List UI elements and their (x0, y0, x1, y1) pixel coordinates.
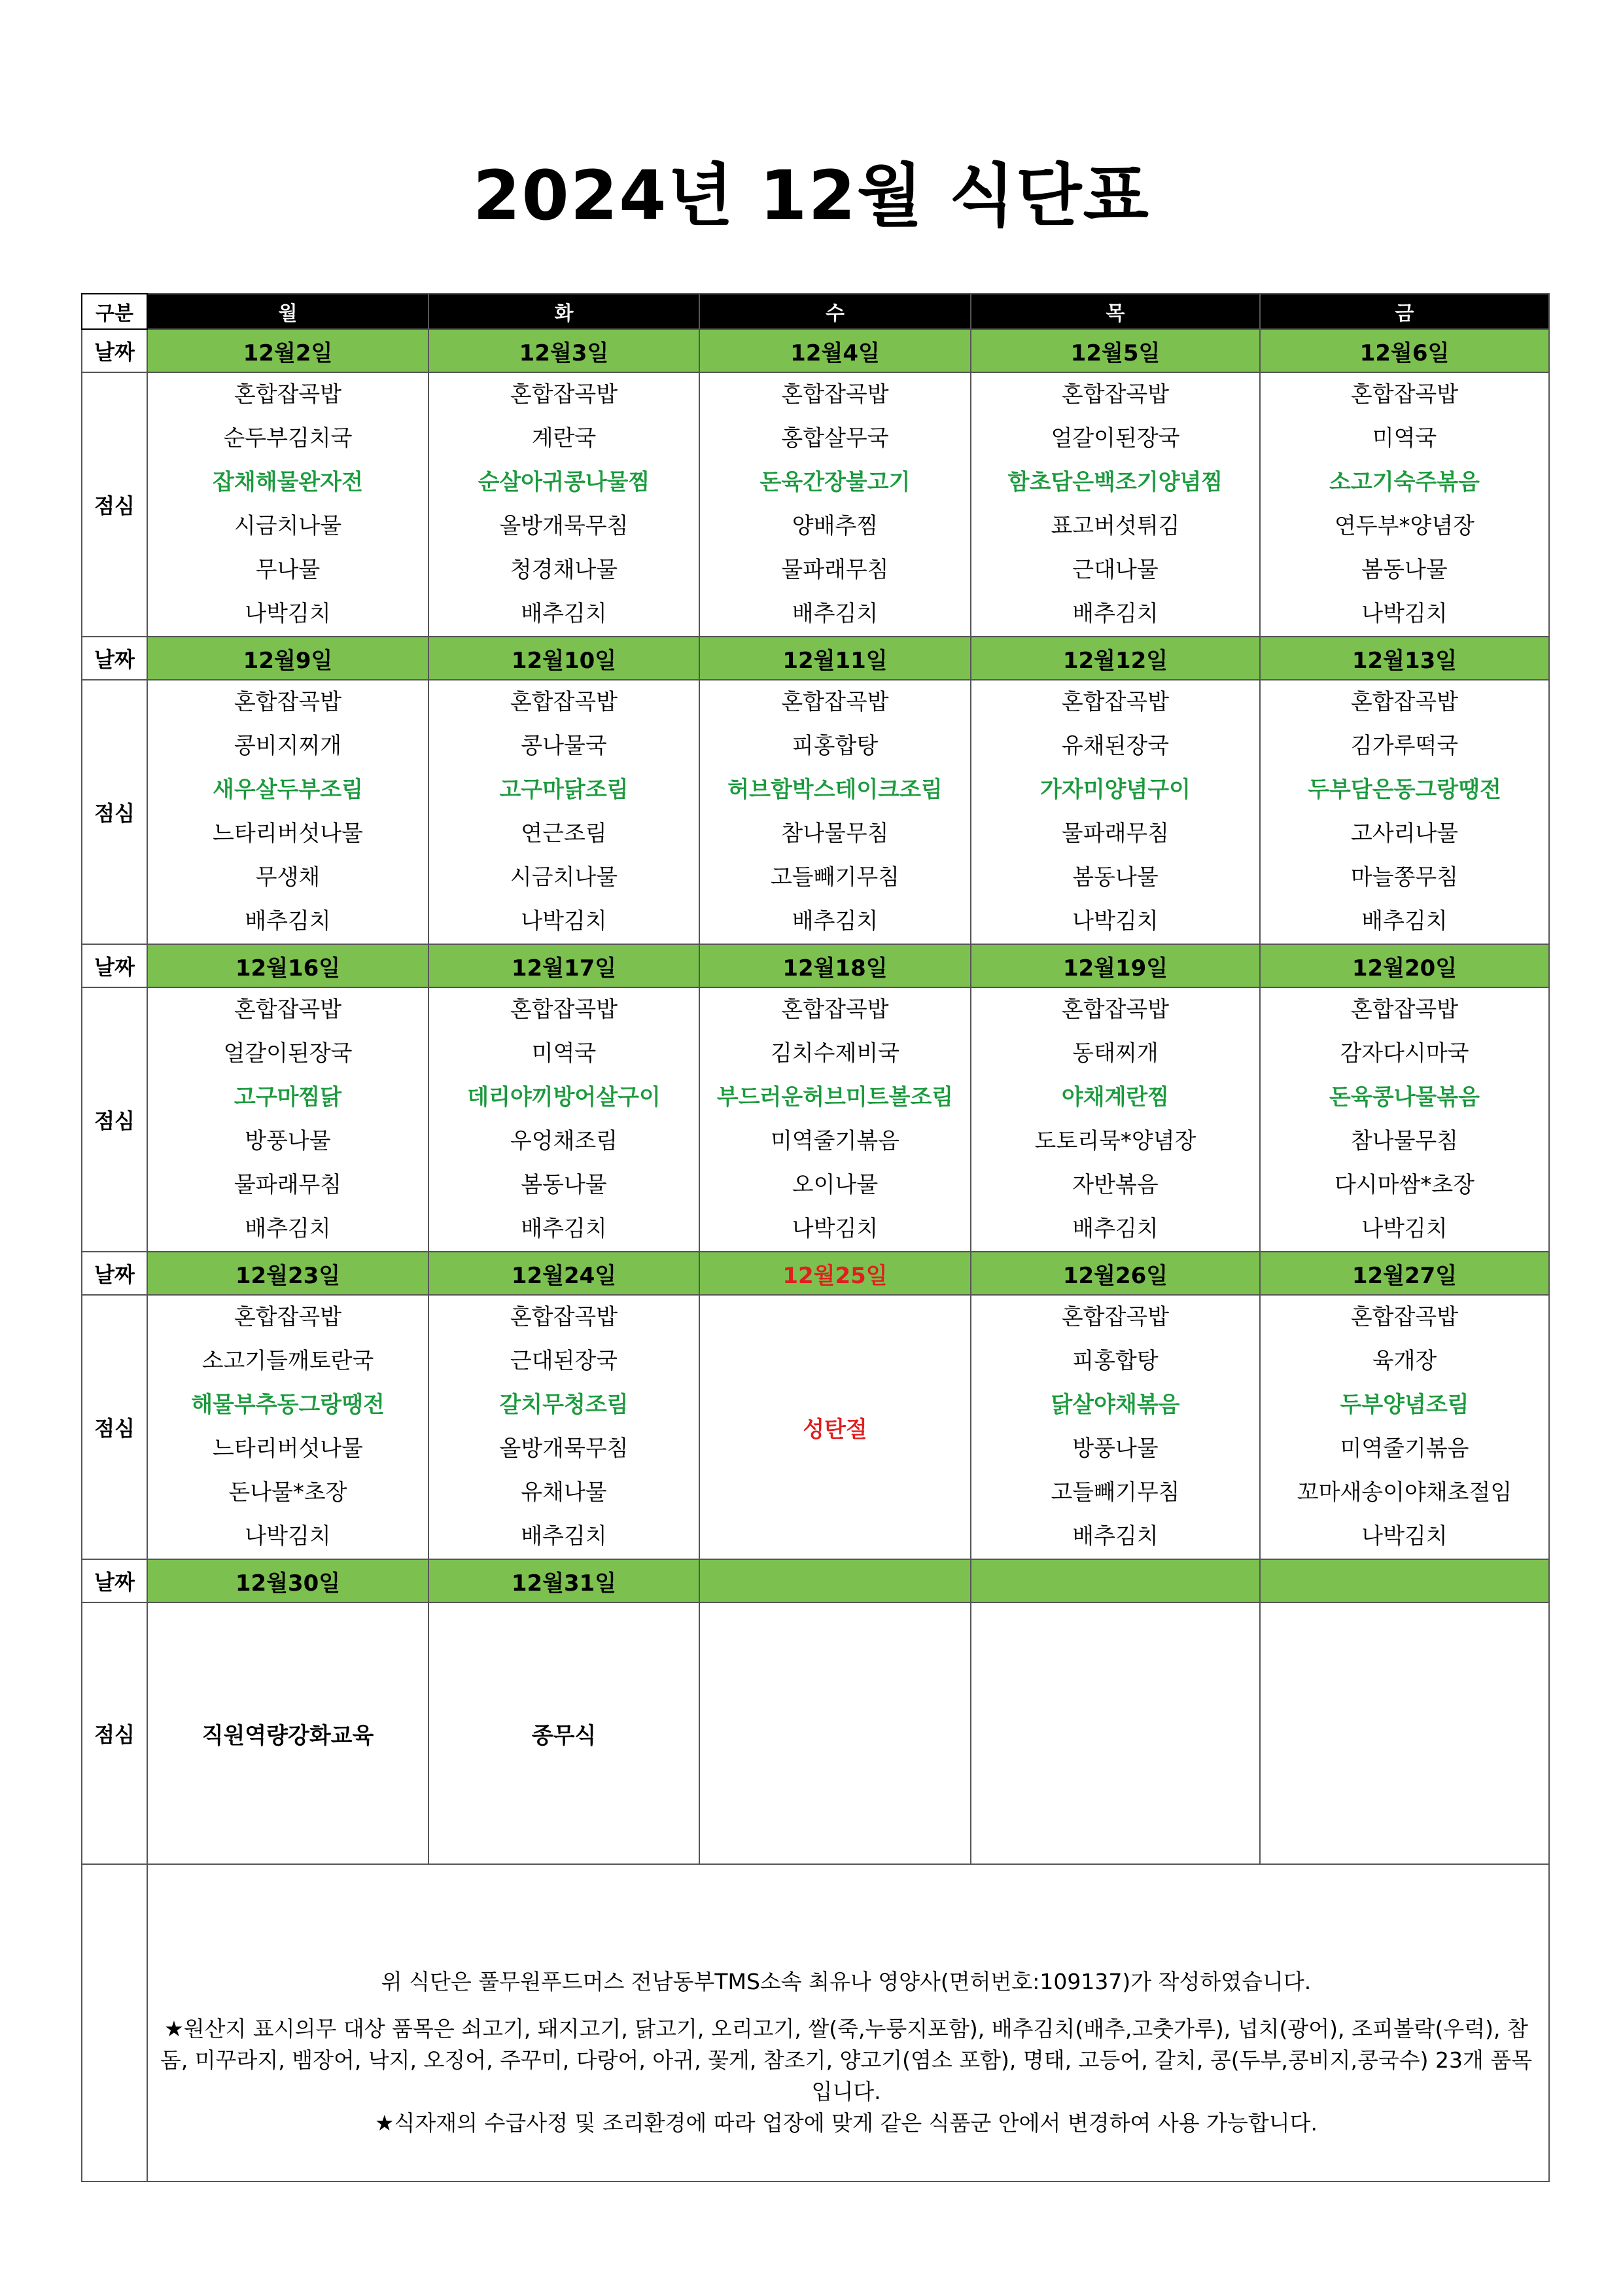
date-row (82, 944, 1549, 987)
dish: 김치수제비국 (770, 1040, 900, 1067)
holiday-name: 성탄절 (803, 1416, 867, 1443)
dish: 마늘쫑무침 (1350, 864, 1459, 891)
lunch-row (82, 1295, 1549, 1559)
dish: 배추김치 (792, 601, 879, 627)
dish: 얼갈이된장국 (1051, 425, 1180, 451)
event-cell (971, 1602, 1260, 1864)
date-cell: 12월9일 (147, 637, 428, 680)
date-cell: 12월2일 (147, 329, 428, 372)
date-label: 날짜 (82, 1252, 147, 1295)
dish: 혼합잡곡밥 (510, 689, 618, 715)
main-dish: 함초담은백조기양념찜 (1007, 469, 1223, 495)
dish: 홍합살무국 (781, 425, 889, 451)
dish: 순두부김치국 (223, 425, 353, 451)
dish: 혼합잡곡밥 (781, 381, 889, 408)
lunch-label: 점심 (82, 372, 147, 637)
dish: 연두부*양념장 (1334, 513, 1475, 539)
main-dish: 두부담은동그랑땡전 (1308, 777, 1501, 803)
day-header: 수 (699, 294, 971, 329)
menu-cell (1260, 1295, 1549, 1559)
dish: 동태찌개 (1072, 1040, 1159, 1067)
main-dish: 잡채해물완자전 (213, 469, 363, 495)
dish: 나박김치 (245, 1523, 331, 1549)
date-row (82, 1252, 1549, 1295)
dish: 배추김치 (1361, 908, 1448, 934)
main-dish: 닭살야채볶음 (1051, 1392, 1180, 1418)
lunch-label: 점심 (82, 1602, 147, 1864)
dish: 방풍나물 (245, 1128, 331, 1154)
date-cell (971, 1559, 1260, 1602)
main-dish: 야채계란찜 (1061, 1084, 1170, 1110)
main-dish: 고구마찜닭 (234, 1084, 342, 1110)
lunch-label: 점심 (82, 680, 147, 944)
dish: 나박김치 (1072, 908, 1159, 934)
dish: 감자다시마국 (1340, 1040, 1469, 1067)
dish: 시금치나물 (234, 513, 342, 539)
dish: 혼합잡곡밥 (781, 997, 889, 1023)
dish: 나박김치 (792, 1216, 879, 1242)
date-cell (699, 1559, 971, 1602)
dish: 돈나물*초장 (228, 1479, 347, 1506)
dish: 혼합잡곡밥 (1350, 381, 1459, 408)
date-cell: 12월3일 (428, 329, 699, 372)
date-cell: 12월17일 (428, 944, 699, 987)
date-cell: 12월31일 (428, 1559, 699, 1602)
menu-cell (971, 1295, 1260, 1559)
dish: 미역국 (531, 1040, 597, 1067)
main-dish: 해물부추동그랑땡전 (191, 1392, 385, 1418)
dish: 혼합잡곡밥 (1350, 1304, 1459, 1330)
date-cell (1260, 1559, 1549, 1602)
date-cell: 12월18일 (699, 944, 971, 987)
menu-cell (428, 372, 699, 637)
dish: 배추김치 (245, 908, 331, 934)
dish: 미역국 (1372, 425, 1437, 451)
date-cell: 12월13일 (1260, 637, 1549, 680)
menu-cell (147, 987, 428, 1252)
day-header: 월 (147, 294, 428, 329)
lunch-row (82, 987, 1549, 1252)
dish: 피홍합탕 (1072, 1348, 1159, 1374)
dish: 나박김치 (1361, 1523, 1448, 1549)
change-note: ★식자재의 수급사정 및 조리환경에 따라 업장에 맞게 같은 식품군 안에서 변경하여 사용 가능합니다. (374, 2110, 1318, 2136)
menu-cell (1260, 987, 1549, 1252)
dish: 얼갈이된장국 (223, 1040, 353, 1067)
dish: 방풍나물 (1072, 1436, 1159, 1462)
date-cell: 12월27일 (1260, 1252, 1549, 1295)
dish: 참나물무침 (1350, 1128, 1459, 1154)
dish: 혼합잡곡밥 (1350, 689, 1459, 715)
date-cell: 12월25일 (699, 1252, 971, 1295)
dish: 피홍합탕 (792, 733, 879, 759)
author-note: 위 식단은 풀무원푸드머스 전남동부TMS소속 최유나 영양사(면허번호:109137)가 작성하였습니다. (381, 1968, 1312, 1994)
dish: 표고버섯튀김 (1051, 513, 1180, 539)
dish: 우엉채조림 (510, 1128, 618, 1154)
date-cell: 12월24일 (428, 1252, 699, 1295)
date-row (82, 1559, 1549, 1602)
lunch-row (82, 372, 1549, 637)
dish: 양배추찜 (792, 513, 879, 539)
dish: 물파래무침 (1061, 821, 1170, 847)
main-dish: 돈육간장불고기 (759, 469, 911, 495)
main-dish: 데리야끼방어살구이 (467, 1084, 661, 1110)
dish: 오이나물 (792, 1172, 879, 1198)
dish: 유채된장국 (1061, 733, 1170, 759)
dish: 참나물무침 (781, 821, 889, 847)
lunch-label: 점심 (82, 987, 147, 1252)
dish: 느타리버섯나물 (213, 821, 363, 847)
dish: 배추김치 (1072, 1216, 1159, 1242)
menu-cell (971, 680, 1260, 944)
dish: 배추김치 (1072, 1523, 1159, 1549)
dish: 배추김치 (521, 1216, 607, 1242)
main-dish: 갈치무청조림 (499, 1392, 629, 1418)
menu-cell (1260, 680, 1549, 944)
menu-cell (147, 372, 428, 637)
main-dish: 가자미양념구이 (1040, 777, 1191, 803)
lunch-label: 점심 (82, 1295, 147, 1559)
lunch-row (82, 1602, 1549, 1864)
main-dish: 허브함박스테이크조림 (727, 777, 943, 803)
dish: 나박김치 (521, 908, 607, 934)
dish: 혼합잡곡밥 (234, 997, 342, 1023)
date-row (82, 637, 1549, 680)
menu-table (81, 293, 1550, 2182)
dish: 배추김치 (245, 1216, 331, 1242)
dish: 콩나물국 (521, 733, 607, 759)
gubun-label: 구분 (82, 294, 147, 329)
date-cell: 12월11일 (699, 637, 971, 680)
menu-cell (971, 987, 1260, 1252)
dish: 근대나물 (1072, 557, 1159, 583)
date-cell: 12월6일 (1260, 329, 1549, 372)
dish: 혼합잡곡밥 (510, 381, 618, 408)
dish: 혼합잡곡밥 (510, 1304, 618, 1330)
dish: 혼합잡곡밥 (234, 689, 342, 715)
date-cell: 12월20일 (1260, 944, 1549, 987)
dish: 혼합잡곡밥 (234, 381, 342, 408)
dish: 배추김치 (521, 1523, 607, 1549)
dish: 도토리묵*양념장 (1034, 1128, 1196, 1154)
origin-note: ★원산지 표시의무 대상 품목은 쇠고기, 돼지고기, 닭고기, 오리고기, 쌀(죽,누룽지포함), 배추김치(배추,고춧가루), 넙치(광어), 조피볼락(우럭), 참돔, 미꾸라지, 뱀장어, 낙지, 오징어, 주꾸미, 다랑어, 아귀, 꽃게, 참조기, 양고기(염소 포함), 명태, 고등어, 갈치, 콩(두부,콩비지,콩국수) 23개 품목입니다. (160, 2015, 1533, 2104)
dish: 다시마쌈*초장 (1334, 1172, 1475, 1198)
dish: 청경채나물 (510, 557, 618, 583)
main-dish: 돈육콩나물볶음 (1329, 1084, 1480, 1110)
menu-cell (147, 1295, 428, 1559)
menu-cell (428, 1295, 699, 1559)
dish: 나박김치 (245, 601, 331, 627)
date-cell: 12월26일 (971, 1252, 1260, 1295)
date-label: 날짜 (82, 637, 147, 680)
dish: 올방개묵무침 (499, 1436, 629, 1462)
date-row (82, 329, 1549, 372)
dish: 봄동나물 (1072, 864, 1159, 891)
main-dish: 부드러운허브미트볼조림 (716, 1084, 954, 1110)
dish: 꼬마새송이야채초절임 (1297, 1479, 1512, 1506)
date-cell: 12월4일 (699, 329, 971, 372)
menu-cell (699, 372, 971, 637)
dish: 육개장 (1372, 1348, 1437, 1374)
date-cell: 12월23일 (147, 1252, 428, 1295)
menu-cell (428, 987, 699, 1252)
lunch-row (82, 680, 1549, 944)
dish: 혼합잡곡밥 (510, 997, 618, 1023)
menu-cell (971, 372, 1260, 637)
dish: 시금치나물 (510, 864, 618, 891)
dish: 고들빼기무침 (1051, 1479, 1180, 1506)
dish: 혼합잡곡밥 (1061, 689, 1170, 715)
dish: 콩비지찌개 (234, 733, 342, 759)
notes-row (82, 1864, 1549, 2181)
dish: 물파래무침 (781, 557, 889, 583)
event-cell (699, 1602, 971, 1864)
menu-cell (699, 987, 971, 1252)
dish: 혼합잡곡밥 (1061, 997, 1170, 1023)
dish: 배추김치 (521, 601, 607, 627)
dish: 배추김치 (792, 908, 879, 934)
dish: 올방개묵무침 (499, 513, 629, 539)
dish: 무나물 (255, 557, 321, 583)
dish: 봄동나물 (1361, 557, 1448, 583)
dish: 미역줄기볶음 (770, 1128, 900, 1154)
dish: 느타리버섯나물 (213, 1436, 363, 1462)
dish: 김가루떡국 (1350, 733, 1459, 759)
menu-cell (699, 680, 971, 944)
dish: 자반볶음 (1072, 1172, 1159, 1198)
dish: 미역줄기볶음 (1340, 1436, 1469, 1462)
day-header: 화 (428, 294, 699, 329)
notes-label-cell (82, 1864, 147, 2181)
dish: 배추김치 (1072, 601, 1159, 627)
menu-cell (428, 680, 699, 944)
dish: 계란국 (531, 425, 597, 451)
day-header: 금 (1260, 294, 1549, 329)
event-cell: 종무식 (428, 1602, 699, 1864)
dish: 혼합잡곡밥 (781, 689, 889, 715)
date-cell: 12월12일 (971, 637, 1260, 680)
date-cell: 12월5일 (971, 329, 1260, 372)
event-cell: 직원역량강화교육 (147, 1602, 428, 1864)
dish: 고사리나물 (1350, 821, 1459, 847)
date-cell: 12월19일 (971, 944, 1260, 987)
date-label: 날짜 (82, 329, 147, 372)
main-dish: 소고기숙주볶음 (1329, 469, 1480, 495)
dish: 유채나물 (521, 1479, 607, 1506)
dish: 고들빼기무침 (770, 864, 900, 891)
dish: 나박김치 (1361, 1216, 1448, 1242)
dish: 혼합잡곡밥 (1061, 381, 1170, 408)
date-cell: 12월30일 (147, 1559, 428, 1602)
date-label: 날짜 (82, 944, 147, 987)
dish: 근대된장국 (510, 1348, 618, 1374)
dish: 혼합잡곡밥 (1350, 997, 1459, 1023)
date-cell: 12월10일 (428, 637, 699, 680)
main-dish: 새우살두부조림 (213, 777, 363, 803)
dish: 봄동나물 (521, 1172, 607, 1198)
day-header: 목 (971, 294, 1260, 329)
date-label: 날짜 (82, 1559, 147, 1602)
dish: 물파래무침 (234, 1172, 342, 1198)
menu-cell (699, 1295, 971, 1559)
main-dish: 두부양념조림 (1340, 1392, 1469, 1418)
menu-cell (1260, 372, 1549, 637)
date-cell: 12월16일 (147, 944, 428, 987)
dish: 소고기들깨토란국 (201, 1348, 374, 1374)
page-title: 2024년 12월 식단표 (473, 156, 1150, 236)
dish: 혼합잡곡밥 (1061, 1304, 1170, 1330)
dish: 혼합잡곡밥 (234, 1304, 342, 1330)
main-dish: 순살아귀콩나물찜 (478, 469, 650, 495)
dish: 연근조림 (521, 821, 607, 847)
menu-cell (147, 680, 428, 944)
notes-cell (147, 1864, 1549, 2181)
day-header-row (82, 294, 1549, 329)
dish: 나박김치 (1361, 601, 1448, 627)
dish: 무생채 (255, 864, 321, 891)
main-dish: 고구마닭조림 (499, 777, 629, 803)
event-cell (1260, 1602, 1549, 1864)
